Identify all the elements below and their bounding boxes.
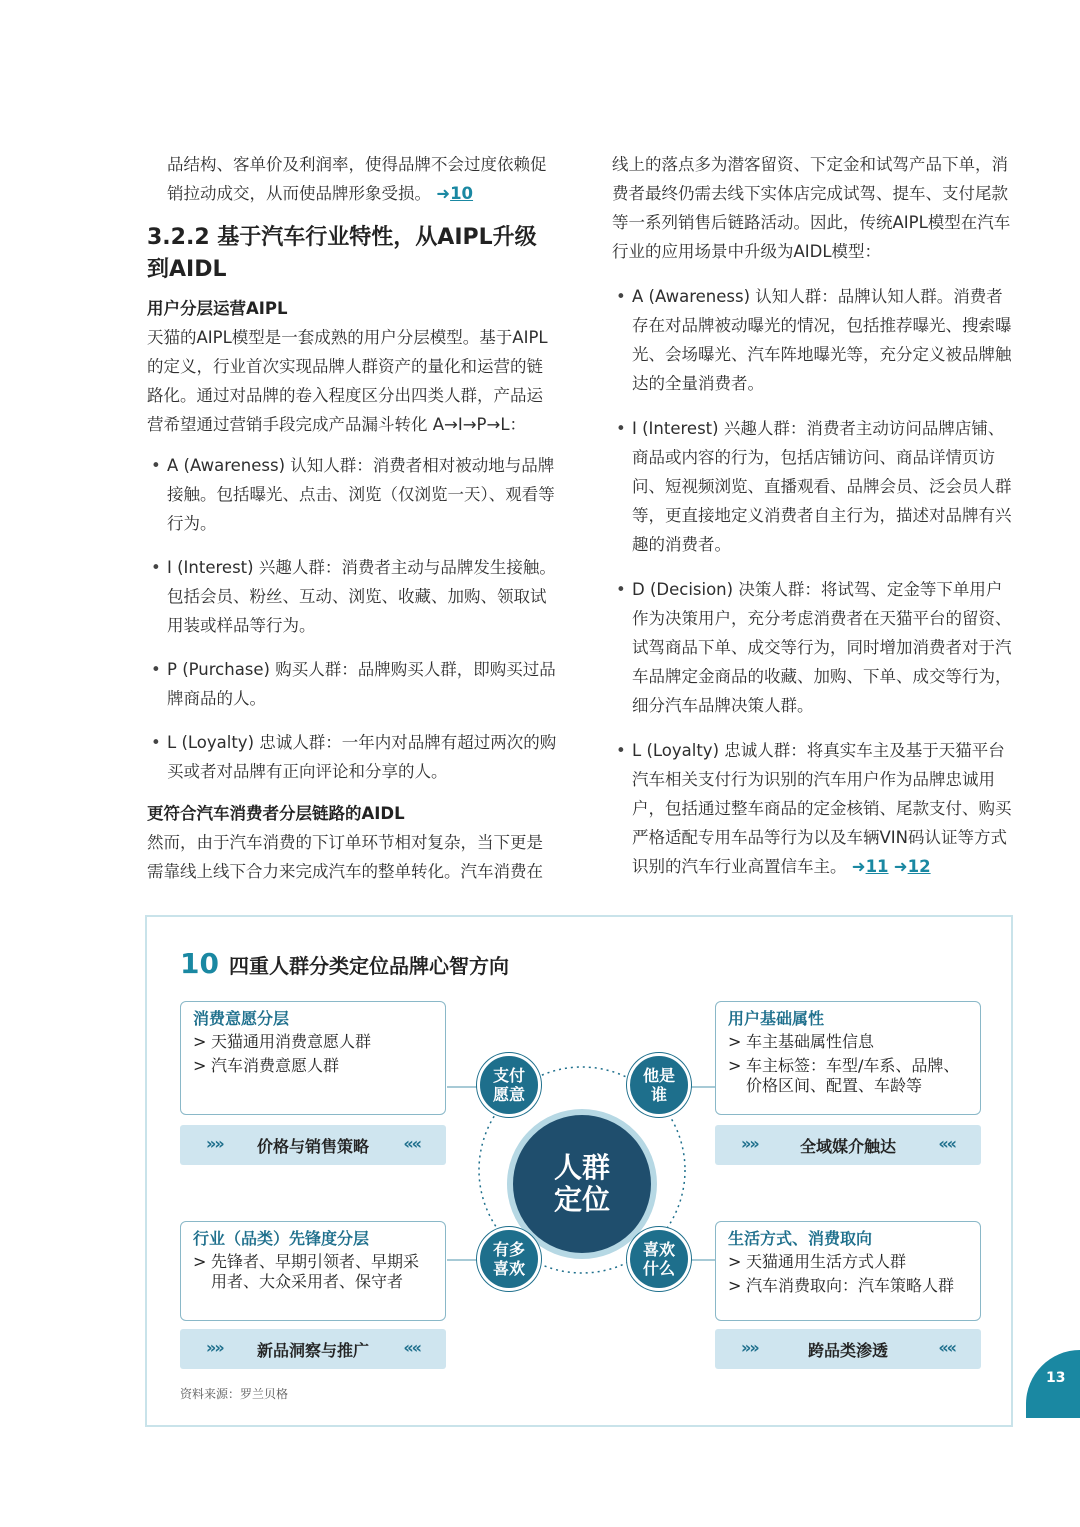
right-column [612, 150, 1015, 897]
list-item: • P (Purchase) 购买人群：品牌购买人群，即购买过品牌商品的人。 [147, 655, 557, 713]
list-item: • I (Interest) 兴趣人群：消费者主动与品牌发生接触。包括会员、粉丝、互动、浏览、收藏、加购、领取试用装或样品等行为。 [147, 553, 557, 640]
aidl-bullet-list [612, 282, 1015, 881]
ref-link-11[interactable]: ➜11 [851, 857, 889, 876]
bar-cross-category: »» 跨品类渗透 «« [715, 1329, 981, 1369]
list-item: > 天猫通用消费意愿人群 [193, 1032, 433, 1052]
box-lifestyle [715, 1221, 981, 1321]
intro-paragraph: 品结构、客单价及利润率，使得品牌不会过度依赖促销拉动成交，从而使品牌形象受损。 ➜10 [167, 155, 547, 203]
center-circle: 人群 定位 [507, 1109, 657, 1259]
chevrons-right-icon: »» [741, 1338, 758, 1357]
chevrons-left-icon: «« [403, 1134, 420, 1153]
aipl-bullet-list [147, 451, 557, 786]
dot-willingness-to-pay: 支付 愿意 [477, 1053, 541, 1117]
chevrons-right-icon: »» [741, 1134, 758, 1153]
section-heading: 3.2.2 基于汽车行业特性，从AIPL升级到AIDL [147, 225, 537, 282]
dot-how-much-like: 有多 喜欢 [477, 1227, 541, 1291]
figure-title: 10 四重人群分类定位品牌心智方向 [180, 947, 509, 980]
subheading-aipl: 用户分层运营AIPL [147, 299, 288, 318]
source-note: 资料来源：罗兰贝格 [180, 1387, 289, 1401]
list-item: > 车主标签：车型/车系、品牌、价格区间、配置、车龄等 [728, 1056, 968, 1096]
left-column [147, 150, 557, 886]
chevrons-right-icon: »» [206, 1134, 223, 1153]
chevrons-left-icon: «« [938, 1338, 955, 1357]
list-item: > 天猫通用生活方式人群 [728, 1252, 968, 1272]
ref-link-12[interactable]: ➜12 [893, 857, 931, 876]
list-item: > 先锋者、早期引领者、早期采用者、大众采用者、保守者 [193, 1252, 433, 1292]
aipl-paragraph: 天猫的AIPL模型是一套成熟的用户分层模型。基于AIPL的定义，行业首次实现品牌人群资产的量化和运营的链路化。通过对品牌的卷入程度区分出四类人群，产品运营希望通过营销手段完成产品漏斗转化 A→I→P→L： [147, 328, 548, 434]
box-title: 行业（品类）先锋度分层 [193, 1229, 370, 1248]
list-item: • A (Awareness) 认知人群：消费者相对被动地与品牌接触。包括曝光、点击、浏览（仅浏览一天）、观看等行为。 [147, 451, 557, 538]
chevrons-left-icon: «« [938, 1134, 955, 1153]
bar-new-product: »» 新品洞察与推广 «« [180, 1329, 446, 1369]
dot-what-like: 喜欢 什么 [627, 1227, 691, 1291]
box-title: 生活方式、消费取向 [728, 1229, 873, 1248]
page-number-tab [1026, 1350, 1080, 1418]
box-title: 用户基础属性 [728, 1009, 825, 1028]
chevrons-right-icon: »» [206, 1338, 223, 1357]
list-item: • A (Awareness) 认知人群：品牌认知人群。消费者存在对品牌被动曝光的情况，包括推荐曝光、搜索曝光、会场曝光、汽车阵地曝光等，充分定义被品牌触达的全量消费者。 [612, 282, 1015, 398]
list-item: > 汽车消费意愿人群 [193, 1056, 433, 1076]
box-pioneer-level [180, 1221, 446, 1321]
ref-link-10[interactable]: ➜10 [436, 184, 474, 203]
list-item: • D (Decision) 决策人群：将试驾、定金等下单用户作为决策用户，充分考虑消费者在天猫平台的留资、试驾商品下单、成交等行为，同时增加消费者对于汽车品牌定金商品的收藏、加购、下单、成交等行为，细分汽车品牌决策人群。 [612, 575, 1015, 720]
bar-media-reach: »» 全域媒介触达 «« [715, 1125, 981, 1165]
list-item: > 车主基础属性信息 [728, 1032, 968, 1052]
box-consumption-willingness [180, 1001, 446, 1115]
bar-price-strategy: »» 价格与销售策略 «« [180, 1125, 446, 1165]
figure-number: 10 [180, 947, 219, 980]
dot-who: 他是 谁 [627, 1053, 691, 1117]
aidl-paragraph-continued: 线上的落点多为潜客留资、下定金和试驾产品下单，消费者最终仍需去线下实体店完成试驾、提车、支付尾款等一系列销售后链路活动。因此，传统AIPL模型在汽车行业的应用场景中升级为AIDL模型： [612, 155, 1011, 261]
chevrons-left-icon: «« [403, 1338, 420, 1357]
list-item: • L (Loyalty) 忠诚人群：将真实车主及基于天猫平台汽车相关支付行为识别的汽车用户作为品牌忠诚用户，包括通过整车商品的定金核销、尾款支付、购买严格适配专用车品等行为以及车辆VIN码认证等方式识别的汽车行业高置信车主。 ➜11 ➜12 [612, 736, 1015, 881]
list-item: > 汽车消费取向：汽车策略人群 [728, 1276, 968, 1296]
box-user-attributes [715, 1001, 981, 1115]
list-item: • L (Loyalty) 忠诚人群：一年内对品牌有超过两次的购买或者对品牌有正向评论和分享的人。 [147, 728, 557, 786]
box-title: 消费意愿分层 [193, 1009, 290, 1028]
aidl-paragraph: 然而，由于汽车消费的下订单环节相对复杂，当下更是需靠线上线下合力来完成汽车的整单转化。汽车消费在 [147, 833, 543, 881]
figure-10 [145, 915, 1013, 1427]
page-number: 13 [1046, 1370, 1066, 1386]
list-item: • I (Interest) 兴趣人群：消费者主动访问品牌店铺、商品或内容的行为，包括店铺访问、商品详情页访问、短视频浏览、直播观看、品牌会员、泛会员人群等，更直接地定义消费者自主行为，描述对品牌有兴趣的消费者。 [612, 414, 1015, 559]
subheading-aidl: 更符合汽车消费者分层链路的AIDL [147, 804, 405, 823]
